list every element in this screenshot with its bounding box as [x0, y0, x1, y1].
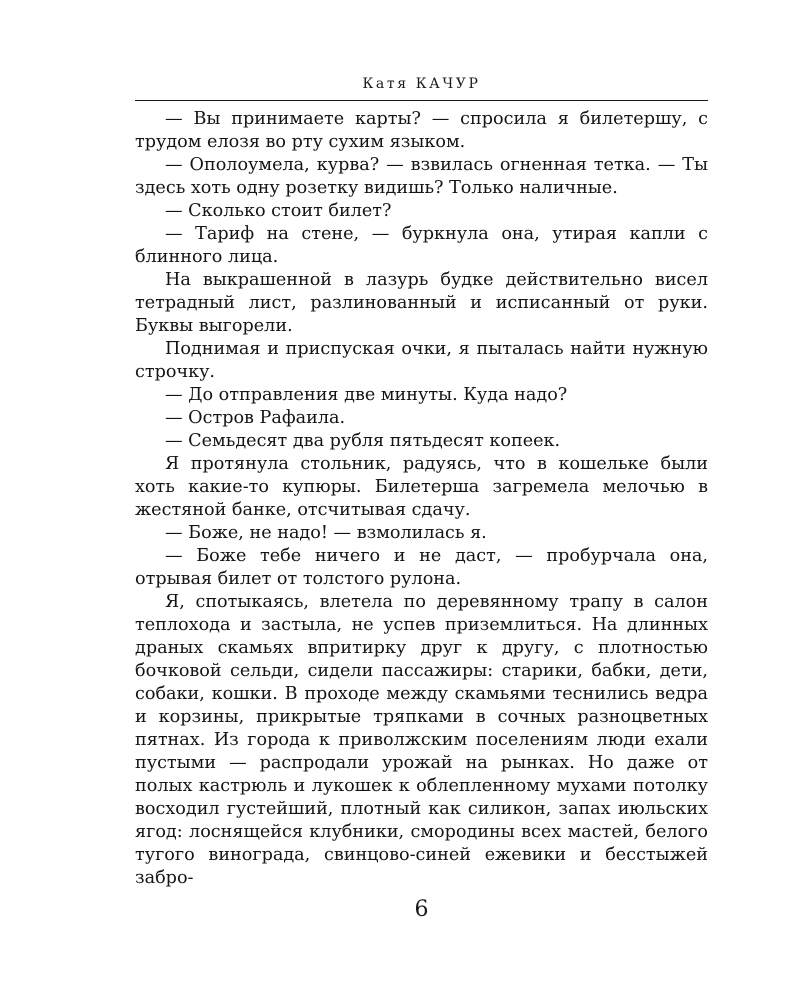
paragraph-10: Я протянула стольник, радуясь, что в кошельке были хоть какие-то купюры. Билетерша загремела мелочью в жестяной банке, отсчитывая сдачу.	[135, 454, 708, 520]
paragraph-7: — До отправления две минуты. Куда надо?	[165, 385, 568, 405]
paragraph-2: — Ополоумела, курва? — взвилась огненная тетка. — Ты здесь хоть одну розетку видишь? Только наличные.	[135, 155, 708, 198]
paragraph-12: — Боже тебе ничего и не даст, — пробурчала она, отрывая билет от толстого рулона.	[135, 546, 708, 589]
paragraph-3: — Сколько стоит билет?	[165, 201, 392, 221]
paragraph-8: — Остров Рафаила.	[165, 408, 346, 428]
paragraph-1: — Вы принимаете карты? — спросила я билетершу, с трудом елозя во рту сухим языком.	[135, 109, 708, 152]
paragraph-9: — Семьдесят два рубля пятьдесят копеек.	[165, 431, 561, 451]
paragraph-11: — Боже, не надо! — взмолилась я.	[165, 523, 487, 543]
paragraph-13: Я, спотыкаясь, влетела по деревянному трапу в салон теплохода и застыла, не успев приземлиться. На длинных драных скамьях впритирку друг к другу, с плотностью бочковой сельди, сидели пассажиры: старики, бабки, дети, собаки, кошки. В проходе между скамьями теснились ведра и корзины, прикрытые тряпками в сочных разноцветных пятнах. Из города к приволжским поселениям люди ехали пустыми — распродали урожай на рынках. Но даже от полых кастрюль и лукошек к облепленному мухами потолку восходил густейший, плотный как силикон, запах июльских ягод: лоснящейся клубники, смородины всех мастей, белого тугого винограда, свинцово-синей ежевики и бесстыжей забро-	[135, 592, 708, 888]
header-rule	[135, 100, 708, 101]
running-header-author: Катя КАЧУР	[362, 76, 481, 92]
page-number: 6	[414, 897, 429, 922]
body-text	[135, 108, 708, 890]
paragraph-6: Поднимая и приспуская очки, я пыталась найти нужную строчку.	[135, 339, 708, 382]
paragraph-5: На выкрашенной в лазурь будке действительно висел тетрадный лист, разлинованный и исписанный от руки. Буквы выгорели.	[135, 270, 708, 336]
paragraph-4: — Тариф на стене, — буркнула она, утирая капли с блинного лица.	[135, 224, 708, 267]
